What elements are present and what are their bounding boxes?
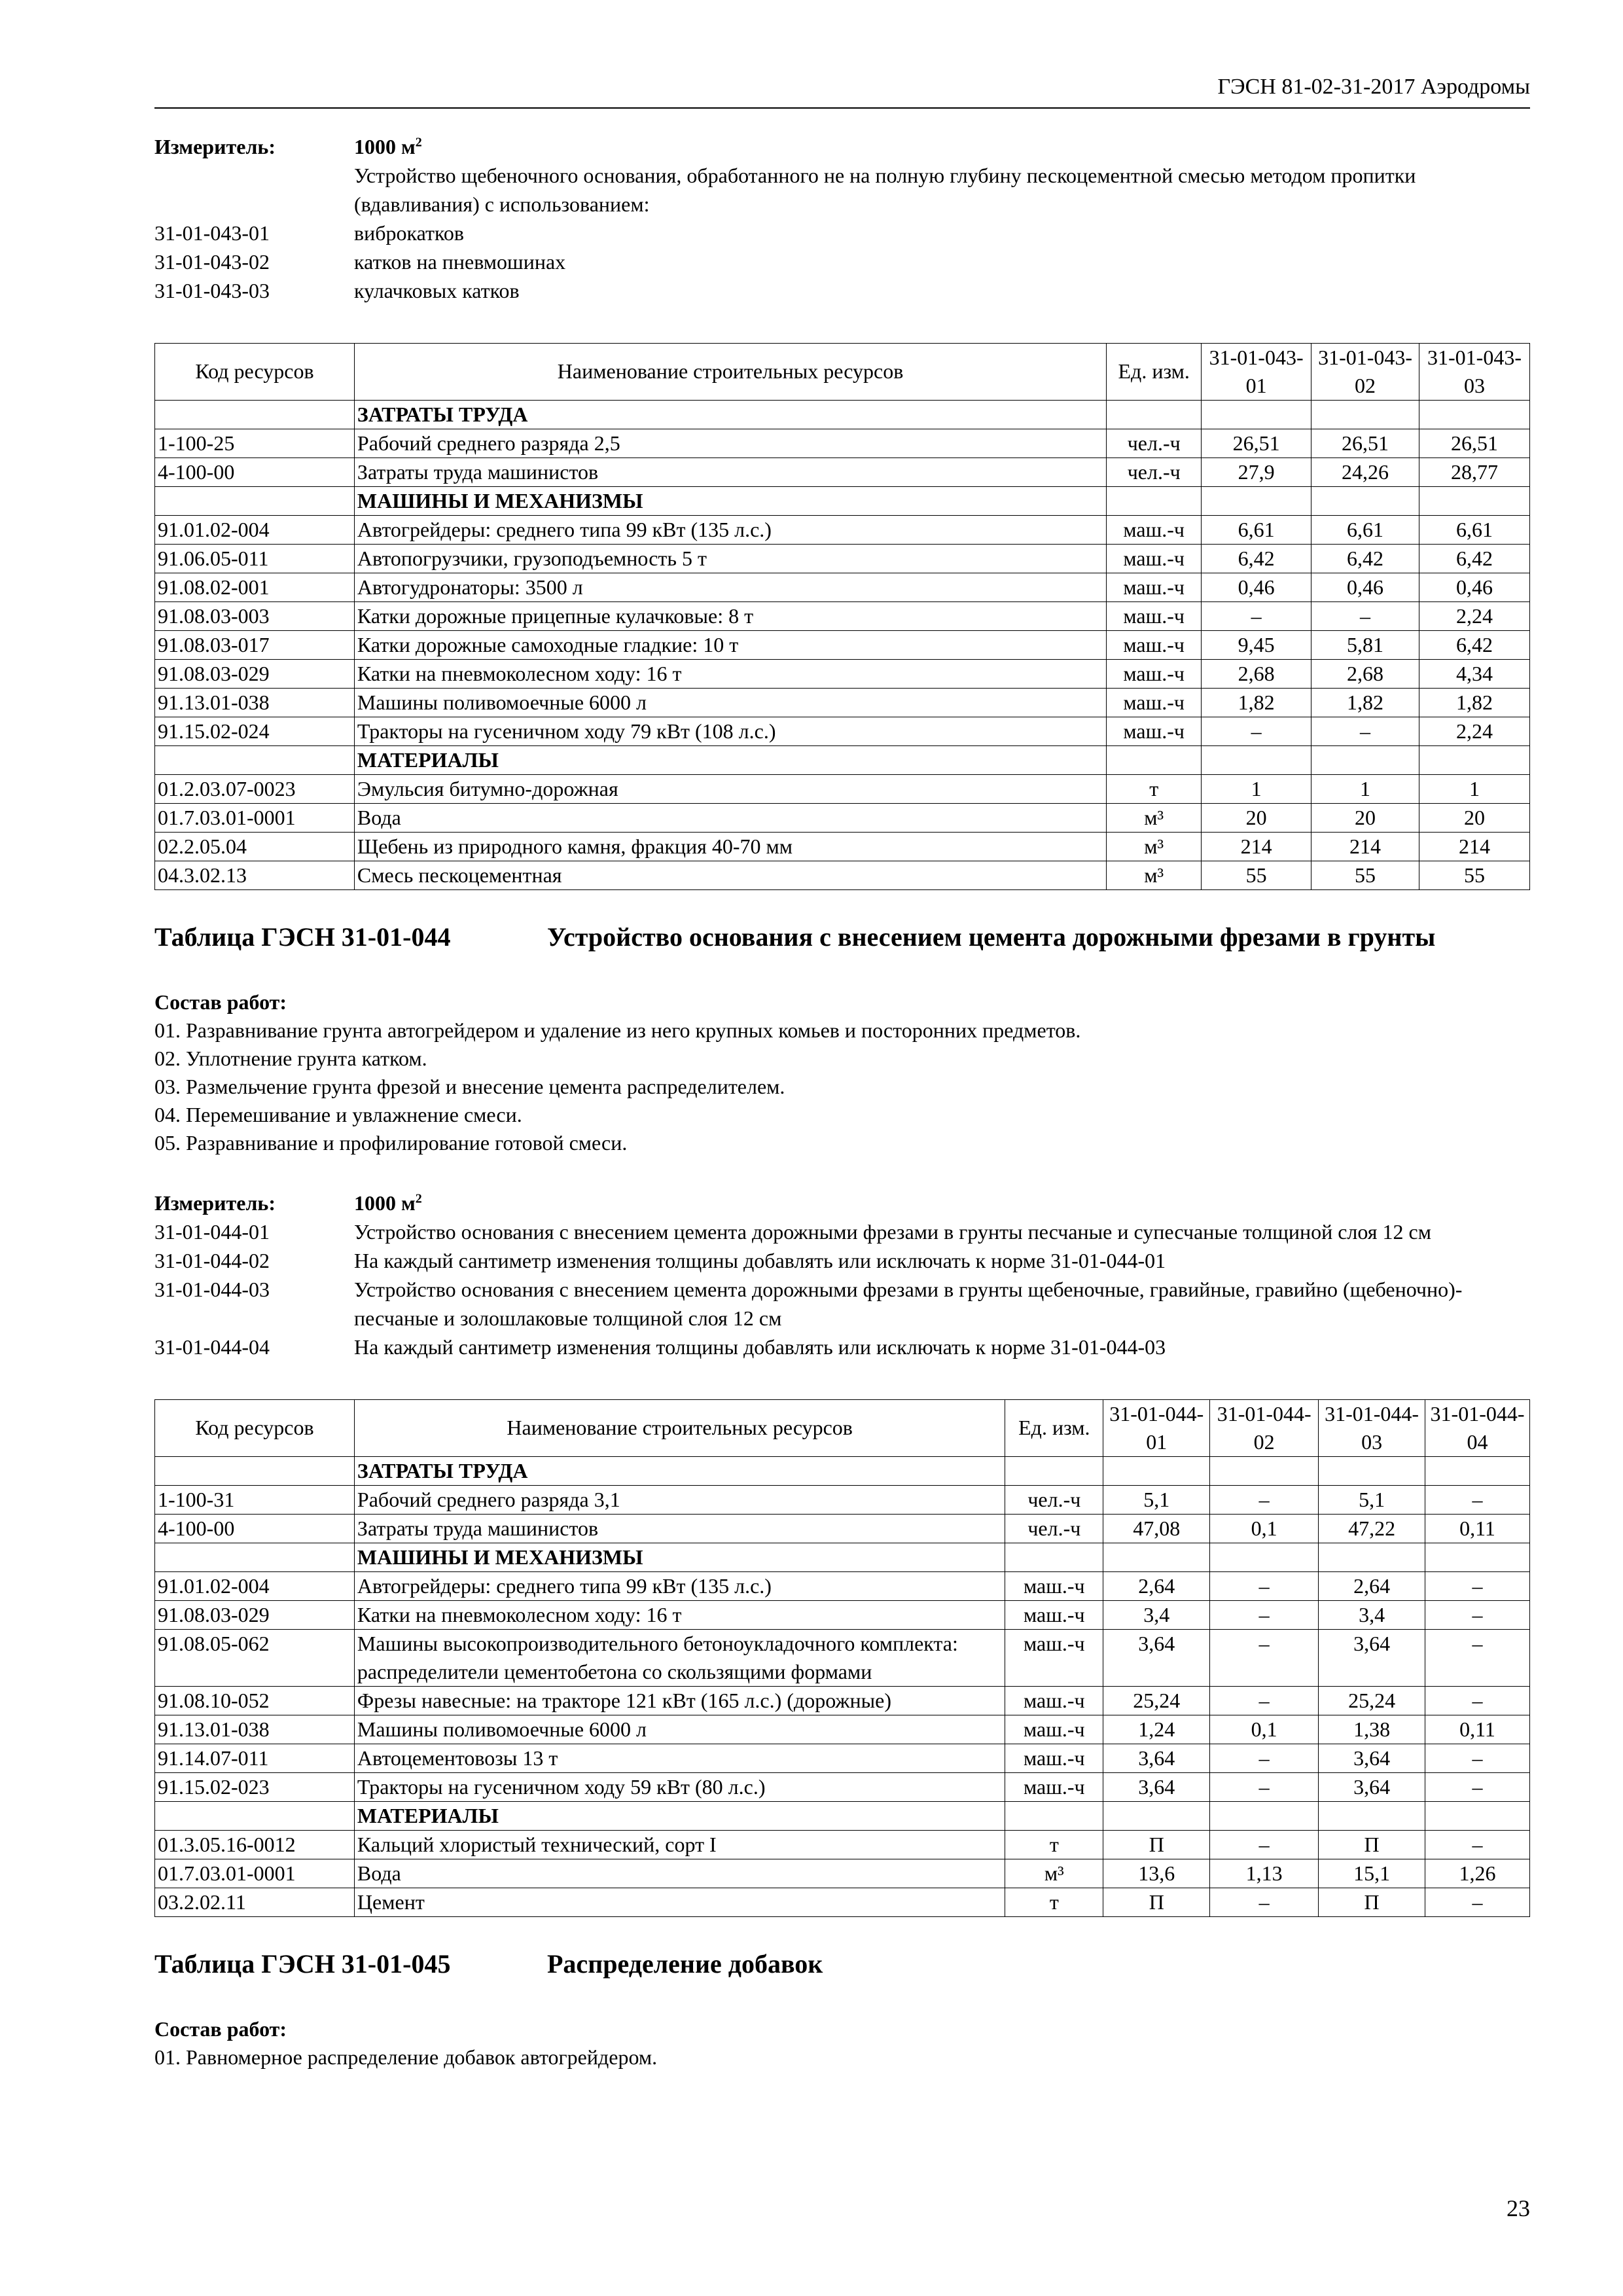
norm-value: 20 <box>1419 803 1530 832</box>
table-row <box>155 1514 1530 1543</box>
norm-value: – <box>1202 601 1311 630</box>
work-composition-heading: Состав работ: <box>154 2017 287 2041</box>
meter-value: 1000 $м^2$ <box>354 134 422 158</box>
meter-value: 1000 $м^2$ <box>354 1191 422 1215</box>
unit: маш.-ч <box>1107 717 1202 745</box>
resource-name: Катки на пневмоколесном ходу: 16 т <box>354 659 1106 688</box>
resource-code: 91.08.02-001 <box>155 573 355 601</box>
norm-value: 26,51 <box>1311 429 1419 457</box>
norm-value: 3,64 <box>1319 1629 1425 1686</box>
norm-value: 2,68 <box>1311 659 1419 688</box>
resource-name: Тракторы на гусеничном ходу 59 кВт (80 л.с.) <box>354 1772 1005 1801</box>
norm-value: 27,9 <box>1202 457 1311 486</box>
resource-name: Щебень из природного камня, фракция 40-70 мм <box>354 832 1106 861</box>
norm-value: 5,1 <box>1103 1485 1210 1514</box>
table-row <box>155 832 1530 861</box>
norm-value: 1,82 <box>1311 688 1419 717</box>
resource-name: Кальций хлористый технический, сорт I <box>354 1830 1005 1859</box>
norm-value: 15,1 <box>1319 1859 1425 1888</box>
resource-name: Вода <box>354 803 1106 832</box>
norm-code: 31-01-044-01 <box>154 1219 270 1244</box>
unit: маш.-ч <box>1107 573 1202 601</box>
norm-value: 0,46 <box>1202 573 1311 601</box>
norm-value: 6,42 <box>1419 544 1530 573</box>
resource-code: 91.01.02-004 <box>155 1571 355 1600</box>
resource-code: 01.7.03.01-0001 <box>155 803 355 832</box>
norm-value: 55 <box>1311 861 1419 889</box>
table-name: Распределение добавок <box>547 1948 823 1979</box>
unit: т <box>1107 774 1202 803</box>
table-row <box>155 1715 1530 1744</box>
norm-value: 1,24 <box>1103 1715 1210 1744</box>
resource-code: 91.01.02-004 <box>155 515 355 544</box>
table-row <box>155 1600 1530 1629</box>
norm-code: 31-01-044-04 <box>154 1335 270 1359</box>
resource-name: Смесь пескоцементная <box>354 861 1106 889</box>
norm-value: – <box>1210 1772 1319 1801</box>
table-row <box>155 429 1530 457</box>
table-header-cell: 31-01-044-01 <box>1103 1399 1210 1456</box>
norm-value: 1,82 <box>1419 688 1530 717</box>
work-item: 01. Равномерное распределение добавок автогрейдером. <box>154 2045 658 2069</box>
table-row <box>155 1571 1530 1600</box>
norm-value: – <box>1425 1600 1530 1629</box>
table-header-cell: 31-01-043-03 <box>1419 343 1530 400</box>
norm-value: – <box>1425 1772 1530 1801</box>
norm-value: 3,64 <box>1319 1744 1425 1772</box>
norm-value: 3,4 <box>1103 1600 1210 1629</box>
resource-name: Автопогрузчики, грузоподъемность 5 т <box>354 544 1106 573</box>
section-row <box>155 1801 1530 1830</box>
table-row <box>155 1859 1530 1888</box>
norm-value: – <box>1311 601 1419 630</box>
section-row <box>155 486 1530 515</box>
table-row <box>155 515 1530 544</box>
norm-value: П <box>1319 1830 1425 1859</box>
norm-value: 2,24 <box>1419 717 1530 745</box>
norm-value: 214 <box>1311 832 1419 861</box>
norm-value: – <box>1210 1600 1319 1629</box>
norm-text: На каждый сантиметр изменения толщины добавлять или исключать к норме 31-01-044-03 <box>354 1335 1166 1359</box>
table-header-cell: 31-01-044-02 <box>1210 1399 1319 1456</box>
table-header-cell: Наименование строительных ресурсов <box>354 343 1106 400</box>
section-title: МАШИНЫ И МЕХАНИЗМЫ <box>354 1543 1005 1571</box>
norm-value: 0,11 <box>1425 1514 1530 1543</box>
work-item: 02. Уплотнение грунта катком. <box>154 1046 427 1070</box>
table-title-044 <box>154 920 1530 954</box>
section-row <box>155 400 1530 429</box>
norm-value: 28,77 <box>1419 457 1530 486</box>
unit: маш.-ч <box>1107 659 1202 688</box>
unit: чел.-ч <box>1107 429 1202 457</box>
unit: маш.-ч <box>1005 1629 1103 1686</box>
resource-name: Фрезы навесные: на тракторе 121 кВт (165 л.с.) (дорожные) <box>354 1686 1005 1715</box>
resource-code: 01.3.05.16-0012 <box>155 1830 355 1859</box>
norm-value: – <box>1210 1744 1319 1772</box>
norm-value: 6,61 <box>1202 515 1311 544</box>
unit: маш.-ч <box>1005 1772 1103 1801</box>
table-row <box>155 573 1530 601</box>
resource-name: Эмульсия битумно-дорожная <box>354 774 1106 803</box>
table-row <box>155 544 1530 573</box>
resource-name: Затраты труда машинистов <box>354 1514 1005 1543</box>
unit: маш.-ч <box>1107 630 1202 659</box>
norm-value: 2,64 <box>1103 1571 1210 1600</box>
unit: маш.-ч <box>1107 601 1202 630</box>
norm-value: 55 <box>1419 861 1530 889</box>
resource-name: Затраты труда машинистов <box>354 457 1106 486</box>
meter-block-044 <box>154 1189 1530 1361</box>
resource-code: 03.2.02.11 <box>155 1888 355 1916</box>
norm-value: 6,42 <box>1202 544 1311 573</box>
norm-value: 9,45 <box>1202 630 1311 659</box>
norm-value: 3,4 <box>1319 1600 1425 1629</box>
norm-value: 47,08 <box>1103 1514 1210 1543</box>
table-row <box>155 861 1530 889</box>
norm-value: П <box>1319 1888 1425 1916</box>
unit: маш.-ч <box>1005 1600 1103 1629</box>
page-number: 23 <box>1507 2195 1530 2221</box>
norm-value: – <box>1210 1629 1319 1686</box>
resource-code: 91.06.05-011 <box>155 544 355 573</box>
norm-value: 6,42 <box>1311 544 1419 573</box>
table-row <box>155 1744 1530 1772</box>
norm-value: 25,24 <box>1103 1686 1210 1715</box>
section-title: ЗАТРАТЫ ТРУДА <box>354 400 1106 429</box>
norm-value: 3,64 <box>1319 1772 1425 1801</box>
table-header-cell: Наименование строительных ресурсов <box>354 1399 1005 1456</box>
norm-value: 1,38 <box>1319 1715 1425 1744</box>
norm-value: 1 <box>1419 774 1530 803</box>
norm-value: 26,51 <box>1202 429 1311 457</box>
resource-name: Машины поливомоечные 6000 л <box>354 688 1106 717</box>
norm-value: 55 <box>1202 861 1311 889</box>
unit: чел.-ч <box>1005 1514 1103 1543</box>
unit: чел.-ч <box>1005 1485 1103 1514</box>
table-row <box>155 803 1530 832</box>
table-header-cell: 31-01-043-01 <box>1202 343 1311 400</box>
norm-value: 2,64 <box>1319 1571 1425 1600</box>
norm-value: – <box>1425 1830 1530 1859</box>
unit: маш.-ч <box>1005 1744 1103 1772</box>
resource-name: Вода <box>354 1859 1005 1888</box>
resource-code: 91.14.07-011 <box>155 1744 355 1772</box>
unit: маш.-ч <box>1107 688 1202 717</box>
table-row <box>155 659 1530 688</box>
norm-value: 4,34 <box>1419 659 1530 688</box>
resource-name: Цемент <box>354 1888 1005 1916</box>
resource-name: Рабочий среднего разряда 2,5 <box>354 429 1106 457</box>
table-name: Устройство основания с внесением цемента дорожными фрезами в грунты <box>547 922 1436 952</box>
table-header-cell: Ед. изм. <box>1005 1399 1103 1456</box>
norm-value: 26,51 <box>1419 429 1530 457</box>
table-header-cell: Код ресурсов <box>155 343 355 400</box>
resource-code: 1-100-25 <box>155 429 355 457</box>
norm-value: 0,1 <box>1210 1514 1319 1543</box>
table-header-cell: 31-01-044-03 <box>1319 1399 1425 1456</box>
norm-value: 47,22 <box>1319 1514 1425 1543</box>
table-row <box>155 630 1530 659</box>
norm-value: – <box>1425 1629 1530 1686</box>
norm-value: – <box>1210 1830 1319 1859</box>
norm-value: 6,61 <box>1311 515 1419 544</box>
norm-value: – <box>1202 717 1311 745</box>
unit: м³ <box>1107 861 1202 889</box>
norm-code: 31-01-044-02 <box>154 1248 270 1272</box>
unit: м³ <box>1005 1859 1103 1888</box>
norm-value: 5,1 <box>1319 1485 1425 1514</box>
norm-code: 31-01-043-03 <box>154 278 270 302</box>
work-item: 03. Размельчение грунта фрезой и внесение цемента распределителем. <box>154 1074 785 1098</box>
norm-value: – <box>1210 1686 1319 1715</box>
resource-name: Тракторы на гусеничном ходу 79 кВт (108 л.с.) <box>354 717 1106 745</box>
section-title: МАТЕРИАЛЫ <box>354 1801 1005 1830</box>
norm-value: 20 <box>1311 803 1419 832</box>
norm-code: 31-01-043-01 <box>154 221 270 245</box>
meter-label: Измеритель: <box>154 1191 276 1215</box>
resource-code: 91.08.03-003 <box>155 601 355 630</box>
norm-value: 24,26 <box>1311 457 1419 486</box>
resources-table-044 <box>154 1399 1530 1917</box>
norm-text: катков на пневмошинах <box>354 249 566 274</box>
unit: маш.-ч <box>1005 1571 1103 1600</box>
resource-code: 91.13.01-038 <box>155 1715 355 1744</box>
unit: чел.-ч <box>1107 457 1202 486</box>
resource-code: 91.08.03-029 <box>155 1600 355 1629</box>
resource-name: Машины поливомоечные 6000 л <box>354 1715 1005 1744</box>
unit: т <box>1005 1888 1103 1916</box>
norm-value: 5,81 <box>1311 630 1419 659</box>
resource-code: 1-100-31 <box>155 1485 355 1514</box>
norm-value: 1 <box>1202 774 1311 803</box>
resource-code: 91.13.01-038 <box>155 688 355 717</box>
resource-name: Катки дорожные прицепные кулачковые: 8 т <box>354 601 1106 630</box>
norm-value: П <box>1103 1888 1210 1916</box>
unit: маш.-ч <box>1107 544 1202 573</box>
norm-value: 1,82 <box>1202 688 1311 717</box>
section-title: МАШИНЫ И МЕХАНИЗМЫ <box>354 486 1106 515</box>
meter-description: Устройство щебеночного основания, обработанного не на полную глубину пескоцементной смесью методом пропитки (вдавливания) с использованием: <box>354 163 1416 216</box>
resource-code: 04.3.02.13 <box>155 861 355 889</box>
table-header-cell: Код ресурсов <box>155 1399 355 1456</box>
unit: т <box>1005 1830 1103 1859</box>
table-row <box>155 1772 1530 1801</box>
norm-value: 1,13 <box>1210 1859 1319 1888</box>
resource-name: Машины высокопроизводительного бетоноукладочного комплекта: распределители цементобетона со скользящими формами <box>354 1629 1005 1686</box>
resource-code: 01.2.03.07-0023 <box>155 774 355 803</box>
unit: м³ <box>1107 803 1202 832</box>
norm-value: 6,61 <box>1419 515 1530 544</box>
table-number: Таблица ГЭСН 31-01-045 <box>154 1948 451 1979</box>
table-row <box>155 1888 1530 1916</box>
resource-name: Катки на пневмоколесном ходу: 16 т <box>354 1600 1005 1629</box>
norm-value: – <box>1210 1888 1319 1916</box>
section-row <box>155 1456 1530 1485</box>
norm-value: 1 <box>1311 774 1419 803</box>
meter-block-043 <box>154 132 1530 305</box>
resources-table-043 <box>154 343 1530 890</box>
section-title: МАТЕРИАЛЫ <box>354 745 1106 774</box>
norm-value: – <box>1210 1485 1319 1514</box>
norm-value: 3,64 <box>1103 1744 1210 1772</box>
table-row <box>155 774 1530 803</box>
resource-name: Автогрейдеры: среднего типа 99 кВт (135 л.с.) <box>354 1571 1005 1600</box>
unit: м³ <box>1107 832 1202 861</box>
work-composition-heading: Состав работ: <box>154 990 287 1014</box>
document-page <box>154 72 1530 2072</box>
work-composition-045 <box>154 2015 1530 2072</box>
resource-code: 91.08.03-029 <box>155 659 355 688</box>
table-row <box>155 717 1530 745</box>
work-item: 01. Разравнивание грунта автогрейдером и удаление из него крупных комьев и посторонних предметов. <box>154 1018 1081 1042</box>
norm-value: – <box>1425 1744 1530 1772</box>
norm-value: 20 <box>1202 803 1311 832</box>
norm-value: 0,11 <box>1425 1715 1530 1744</box>
resource-code: 01.7.03.01-0001 <box>155 1859 355 1888</box>
resource-code: 4-100-00 <box>155 1514 355 1543</box>
table-number: Таблица ГЭСН 31-01-044 <box>154 922 451 952</box>
norm-value: 2,68 <box>1202 659 1311 688</box>
unit: маш.-ч <box>1005 1686 1103 1715</box>
resource-code: 91.08.05-062 <box>155 1629 355 1686</box>
norm-value: 2,24 <box>1419 601 1530 630</box>
table-row <box>155 1686 1530 1715</box>
norm-text: кулачковых катков <box>354 278 520 302</box>
norm-text: виброкатков <box>354 221 464 245</box>
work-composition-044 <box>154 988 1530 1157</box>
meter-label: Измеритель: <box>154 134 276 158</box>
norm-code: 31-01-044-03 <box>154 1277 270 1301</box>
norm-text: Устройство основания с внесением цемента дорожными фрезами в грунты щебеночные, гравийные, гравийно (щебеночно)-песчаные и золошлаковые толщиной слоя 12 см <box>354 1277 1463 1330</box>
running-header: ГЭСН 81-02-31-2017 Аэродромы <box>154 72 1530 109</box>
resource-code: 91.15.02-024 <box>155 717 355 745</box>
resource-code: 91.08.03-017 <box>155 630 355 659</box>
table-row <box>155 688 1530 717</box>
section-row <box>155 745 1530 774</box>
norm-value: П <box>1103 1830 1210 1859</box>
unit: маш.-ч <box>1107 515 1202 544</box>
resource-name: Рабочий среднего разряда 3,1 <box>354 1485 1005 1514</box>
norm-value: 13,6 <box>1103 1859 1210 1888</box>
norm-value: 3,64 <box>1103 1772 1210 1801</box>
table-row <box>155 457 1530 486</box>
resource-code: 02.2.05.04 <box>155 832 355 861</box>
table-header-cell: Ед. изм. <box>1107 343 1202 400</box>
norm-value: 0,1 <box>1210 1715 1319 1744</box>
norm-value: 25,24 <box>1319 1686 1425 1715</box>
table-row <box>155 1830 1530 1859</box>
norm-value: 214 <box>1202 832 1311 861</box>
resource-code: 91.08.10-052 <box>155 1686 355 1715</box>
norm-value: – <box>1311 717 1419 745</box>
table-row <box>155 601 1530 630</box>
resource-name: Автогрейдеры: среднего типа 99 кВт (135 л.с.) <box>354 515 1106 544</box>
norm-text: На каждый сантиметр изменения толщины добавлять или исключать к норме 31-01-044-01 <box>354 1248 1166 1272</box>
norm-value: – <box>1425 1888 1530 1916</box>
resource-name: Катки дорожные самоходные гладкие: 10 т <box>354 630 1106 659</box>
norm-code: 31-01-043-02 <box>154 249 270 274</box>
resource-name: Автоцементовозы 13 т <box>354 1744 1005 1772</box>
work-item: 04. Перемешивание и увлажнение смеси. <box>154 1102 522 1126</box>
table-header-cell: 31-01-044-04 <box>1425 1399 1530 1456</box>
table-row <box>155 1629 1530 1686</box>
norm-value: – <box>1210 1571 1319 1600</box>
resource-code: 4-100-00 <box>155 457 355 486</box>
resource-code: 91.15.02-023 <box>155 1772 355 1801</box>
norm-value: 0,46 <box>1311 573 1419 601</box>
norm-value: 214 <box>1419 832 1530 861</box>
work-item: 05. Разравнивание и профилирование готовой смеси. <box>154 1130 628 1155</box>
norm-value: 1,26 <box>1425 1859 1530 1888</box>
table-row <box>155 1485 1530 1514</box>
norm-value: 6,42 <box>1419 630 1530 659</box>
unit: маш.-ч <box>1005 1715 1103 1744</box>
norm-value: – <box>1425 1571 1530 1600</box>
norm-value: 0,46 <box>1419 573 1530 601</box>
table-header-cell: 31-01-043-02 <box>1311 343 1419 400</box>
norm-value: – <box>1425 1686 1530 1715</box>
norm-value: 3,64 <box>1103 1629 1210 1686</box>
section-title: ЗАТРАТЫ ТРУДА <box>354 1456 1005 1485</box>
norm-value: – <box>1425 1485 1530 1514</box>
section-row <box>155 1543 1530 1571</box>
resource-name: Автогудронаторы: 3500 л <box>354 573 1106 601</box>
norm-text: Устройство основания с внесением цемента дорожными фрезами в грунты песчаные и супесчаные толщиной слоя 12 см <box>354 1219 1431 1244</box>
table-title-045 <box>154 1947 1530 1981</box>
